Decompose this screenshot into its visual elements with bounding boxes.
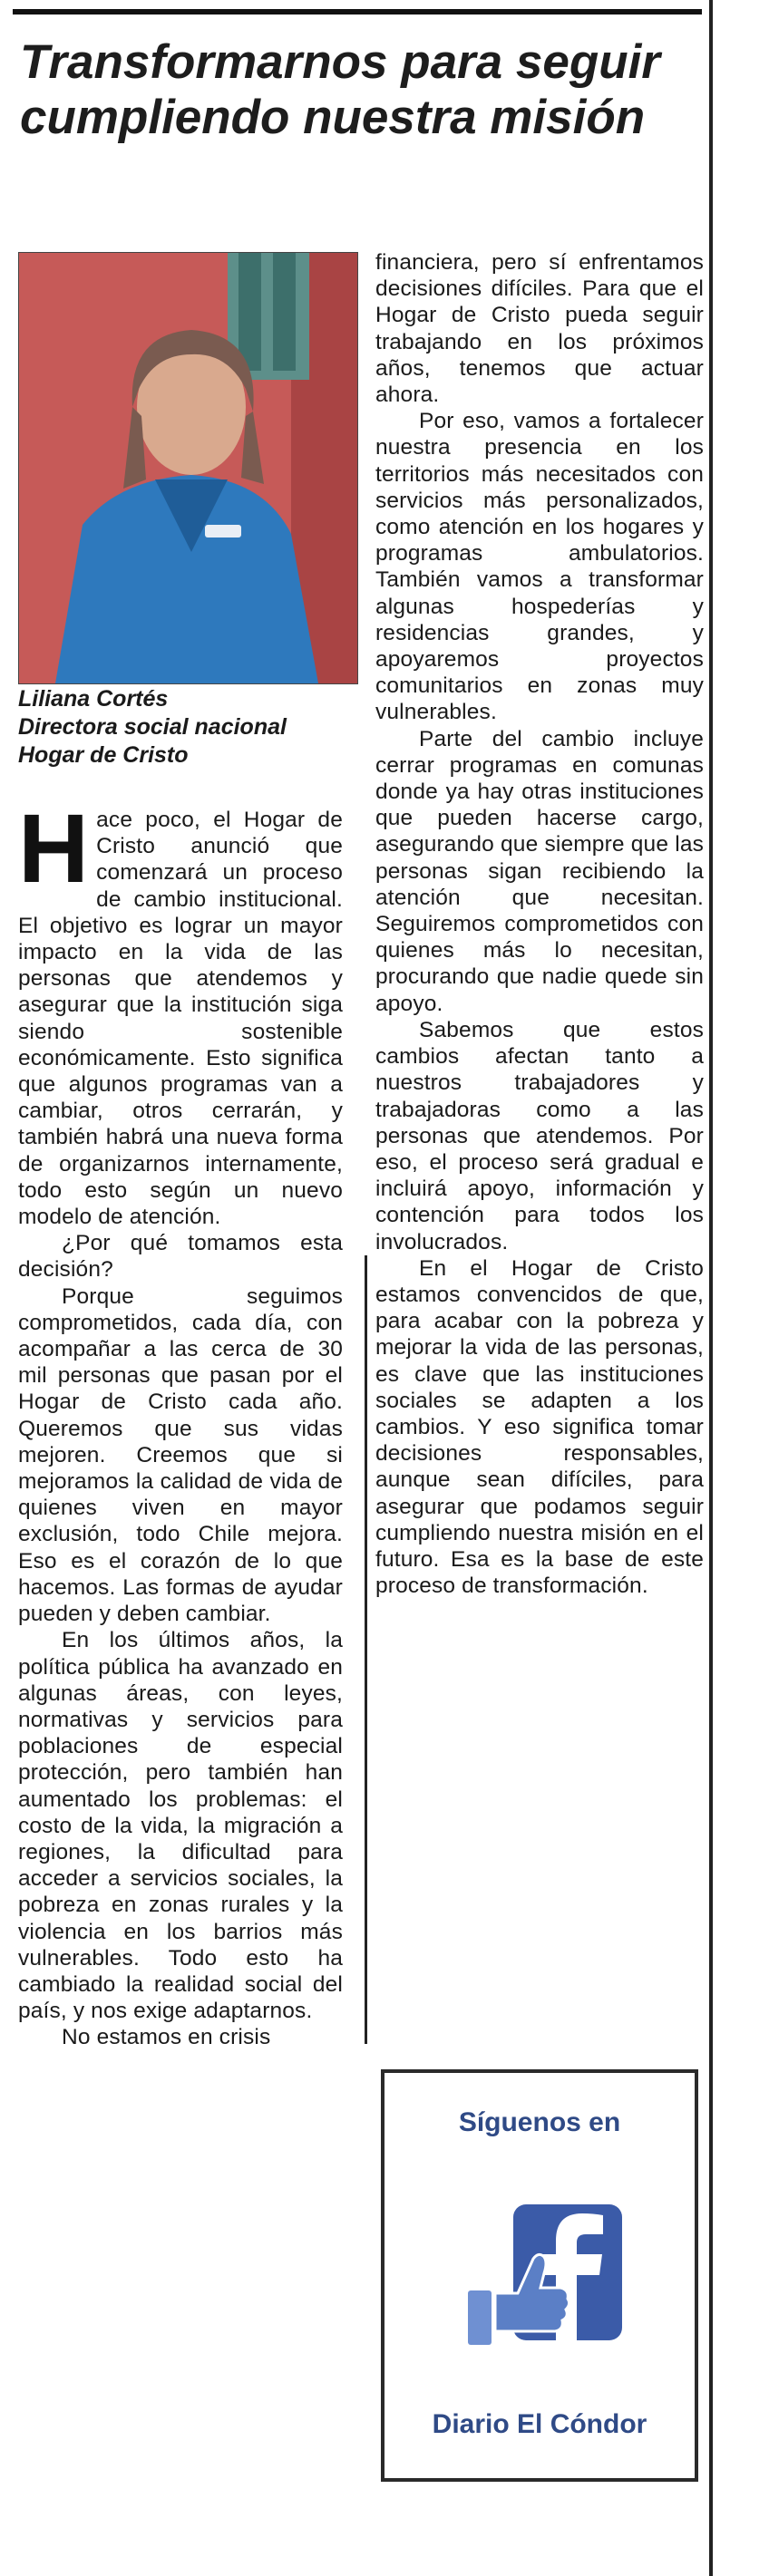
article-column-left [18, 793, 343, 2051]
promo-page-name[interactable]: Diario El Cóndor [432, 2409, 647, 2439]
author-photo [18, 252, 358, 684]
paragraph: En los últimos años, la política pública ha avanzado en algunas áreas, con leyes, normativas y servicios para poblaciones de especial protección, pero también han aumentado los problemas: el costo de la vida, la migración a regiones, la dificultad para acceder a servicios sociales, la pobreza en zonas rurales y la violencia en los barrios más vulnerables. Todo esto ha cambiado la realidad social del país, y nos exige adaptarnos. [18, 1628, 343, 2024]
paragraph: Porque seguimos comprometidos, cada día, con acompañar a las cerca de 30 mil personas que pasan por el Hogar de Cristo cada año. Queremos que sus vidas mejoren. Creemos que si mejoramos la calidad de vida de quienes viven en mayor exclusión, todo Chile mejora. Eso es el corazón de lo que hacemos. Las formas de ayudar pueden y deben cambiar. [18, 1283, 343, 1627]
top-rule [13, 9, 702, 15]
paragraph: No estamos en crisis [62, 2025, 271, 2050]
right-border-line [709, 0, 713, 2576]
promo-title: Síguenos en [458, 2107, 621, 2137]
caption-role: Directora social nacional [18, 714, 287, 740]
photo-caption [18, 685, 363, 770]
paragraph: ¿Por qué tomamos esta decisión? [18, 1231, 343, 1283]
drop-cap: H [18, 793, 90, 903]
column-divider [365, 1255, 367, 2044]
caption-name: Liliana Cortés [18, 686, 169, 712]
paragraph: financiera, pero sí enfrentamos decisiones difíciles. Para que el Hogar de Cristo pueda seguir trabajando en los próximos años, tenemos que actuar ahora. [375, 250, 704, 408]
paragraph: Sabemos que estos cambios afectan tanto a nuestros trabajadores y trabajadoras como a las personas que atendemos. Por eso, el proceso será gradual e incluirá apoyo, información y contención para todos los involucrados. [375, 1017, 704, 1254]
headline: Transformarnos para seguir cumpliendo nuestra misión [20, 35, 660, 144]
social-promo-box[interactable] [381, 2069, 698, 2482]
paragraph: Parte del cambio incluye cerrar programas en comunas donde ya hay otras instituciones que pueden hacerse cargo, asegurando que siempre que las personas sigan recibiendo la atención que necesitan. Seguiremos comprometidos con quienes más lo necesitan, procurando que nadie quede sin apoyo. [375, 726, 704, 1016]
facebook-like-icon[interactable] [468, 2204, 622, 2358]
article-column-right [375, 249, 704, 1599]
paragraph: En el Hogar de Cristo estamos convencidos de que, para acabar con la pobreza y mejorar la vida de las personas, es clave que las instituciones sociales se adapten a los cambios. Y eso significa tomar decisiones responsables, aunque sean difíciles, para asegurar que podamos seguir cumpliendo nuestra misión en el futuro. Esa es la base de este proceso de transformación. [375, 1255, 704, 1599]
paragraph [18, 793, 343, 1230]
paragraph: Por eso, vamos a fortalecer nuestra presencia en los territorios más necesitados con servicios más personalizados, como atención en los hogares y programas ambulatorios. También vamos a transformar algunas hospederías y residencias grandes, y apoyaremos proyectos comunitarios en zonas muy vulnerables. [375, 409, 704, 725]
author-portrait [19, 253, 357, 683]
caption-org: Hogar de Cristo [18, 742, 189, 768]
paragraph-text: ace poco, el Hogar de Cristo anunció que comenzará un proceso de cambio institucional. El objetivo es lograr un mayor impacto en la vida de las personas que atendemos y asegurar que la institución siga siendo sostenible económicamente. Esto significa que algunos programas van a cambiar, otros cerrarán, y también habrá una nueva forma de organizarnos internamente, todo esto según un nuevo modelo de atención. [18, 808, 343, 1230]
